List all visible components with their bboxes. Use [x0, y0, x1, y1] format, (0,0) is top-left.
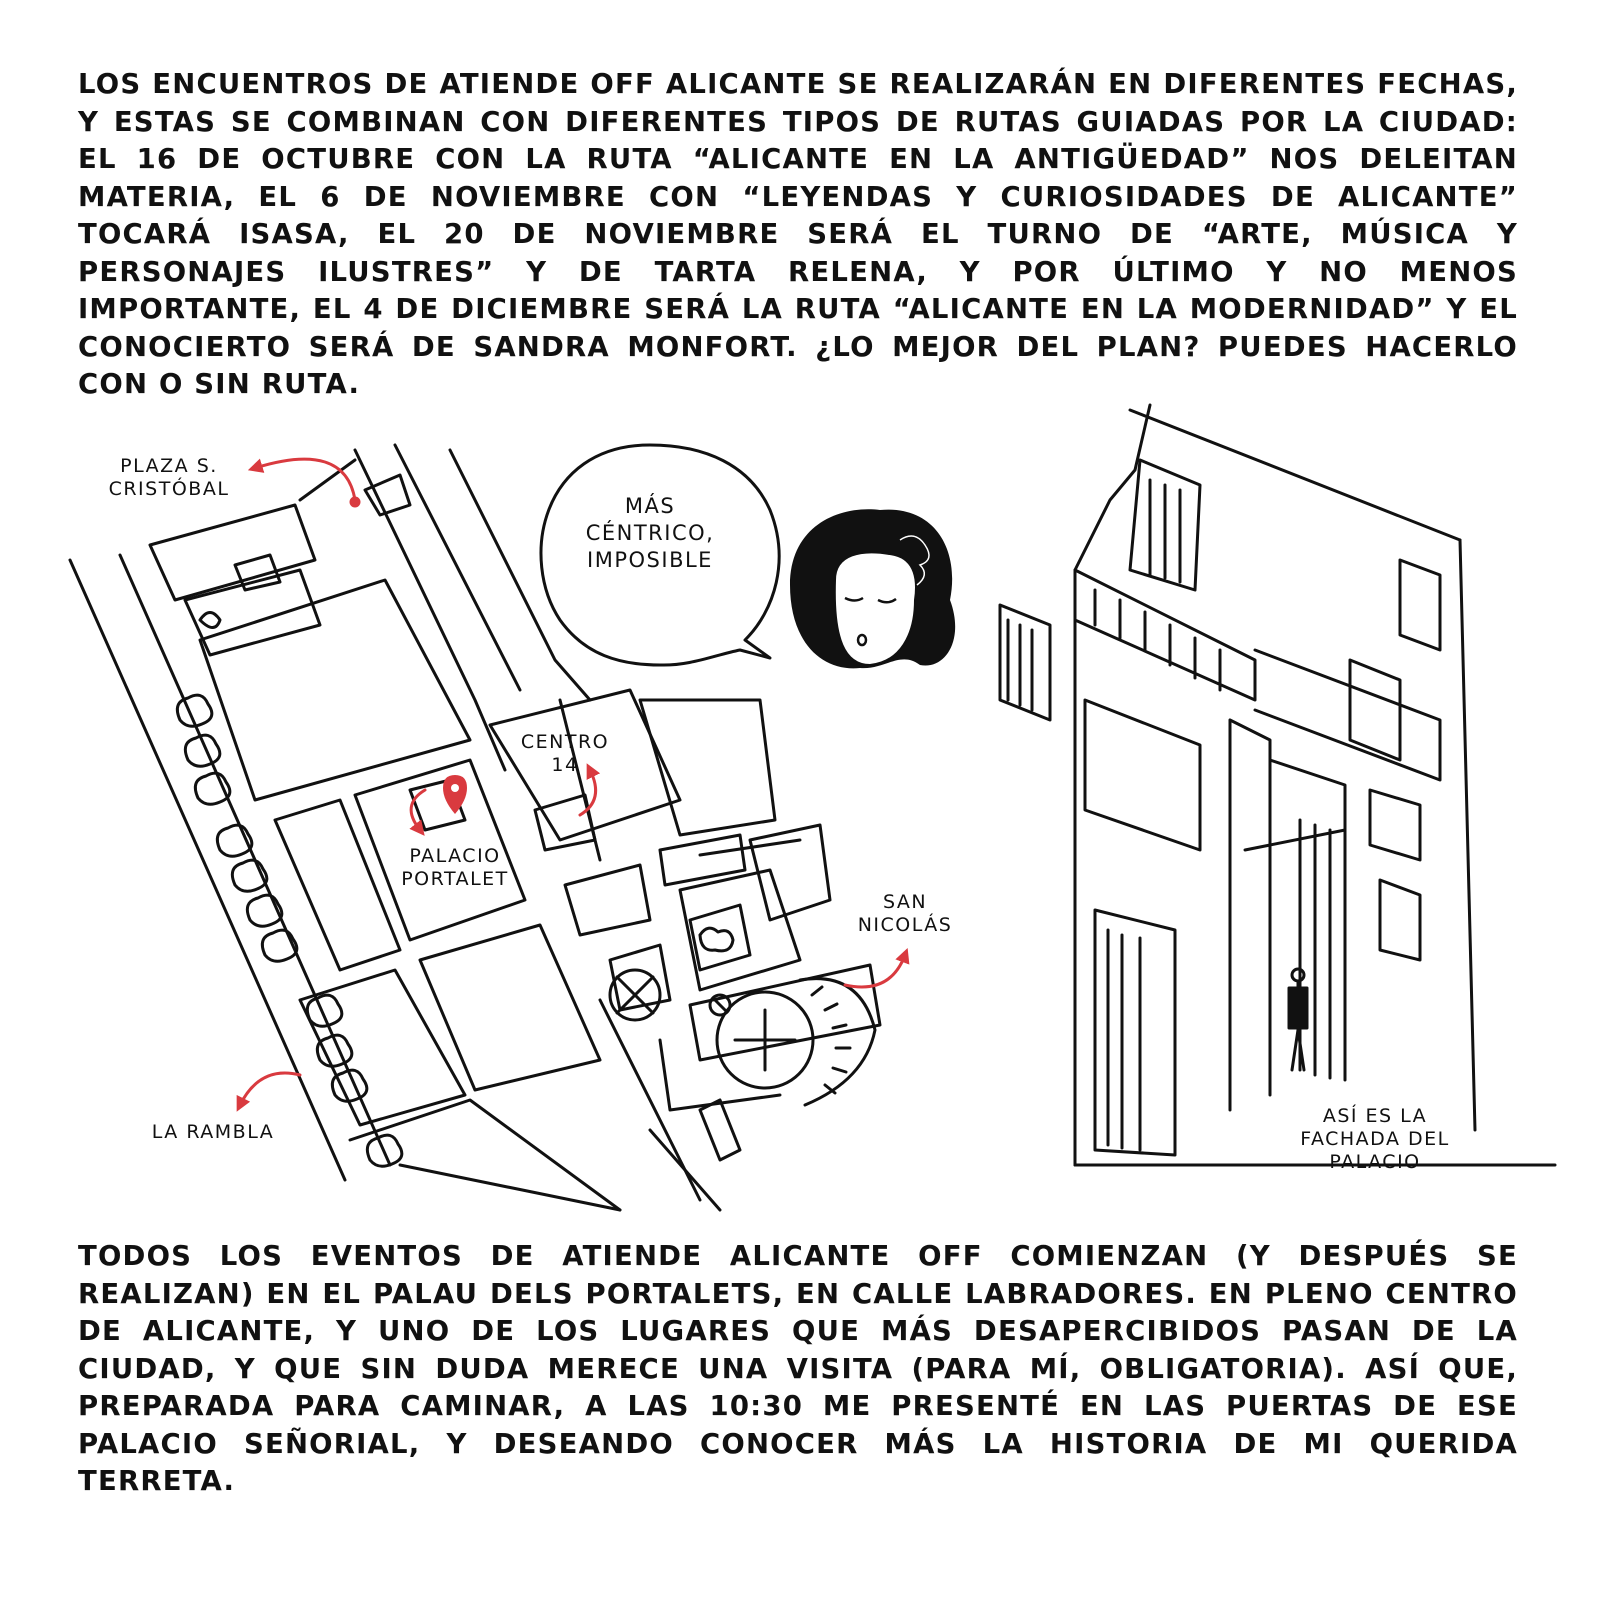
map-label-plaza-san-cristobal: PLAZA S. CRISTÓBAL: [108, 455, 230, 500]
location-pin-icon: [443, 775, 467, 814]
facade-caption: ASÍ ES LA FACHADA DEL PALACIO: [1300, 1105, 1450, 1173]
closing-paragraph: TODOS LOS EVENTOS DE ATIENDE ALICANTE OFF COMIENZAN (Y DESPUÉS SE REALIZAN) EN EL PALAU DELS PORTALETS, EN CALLE LABRADORES. EN PLENO CENTRO DE ALICANTE, Y UNO DE LOS LUGARES QUE MÁS DESAPERCIBIDOS PASAN DE LA CIUDAD, Y QUE SIN DUDA MERECE UNA VISITA (PARA MÍ, OBLIGATORIA). ASÍ QUE, PREPARADA PARA CAMINAR, A LAS 10:30 ME PRESENTÉ EN LAS PUERTAS DE ESE PALACIO SEÑORIAL, Y DESEANDO CONOCER MÁS LA HISTORIA DE MI QUERIDA TERRETA.: [78, 1240, 1518, 1497]
character-portrait: [790, 509, 955, 668]
palace-facade-drawing: [1000, 405, 1555, 1165]
map-label-palacio-portalet: PALACIO PORTALET: [401, 845, 509, 890]
map-label-centro-14: CENTRO 14: [520, 731, 610, 776]
speech-bubble-text: MÁS CÉNTRICO, IMPOSIBLE: [585, 494, 715, 572]
intro-paragraph: LOS ENCUENTROS DE ATIENDE OFF ALICANTE SE REALIZARÁN EN DIFERENTES FECHAS, Y ESTAS SE COMBINAN CON DIFERENTES TIPOS DE RUTAS GUIADAS POR LA CIUDAD: EL 16 DE OCTUBRE CON LA RUTA “ALICANTE EN LA ANTIGÜEDAD” NOS DELEITAN MATERIA, EL 6 DE NOVIEMBRE CON “LEYENDAS Y CURIOSIDADES DE ALICANTE” TOCARÁ ISASA, EL 20 DE NOVIEMBRE SERÁ EL TURNO DE “ARTE, MÚSICA Y PERSONAJES ILUSTRES” Y DE TARTA RELENA, Y POR ÚLTIMO Y NO MENOS IMPORTANTE, EL 4 DE DICIEMBRE SERÁ LA RUTA “ALICANTE EN LA MODERNIDAD” Y EL CONOCIERTO SERÁ DE SANDRA MONFORT. ¿LO MEJOR DEL PLAN? PUEDES HACERLO CON O SIN RUTA.: [78, 68, 1518, 400]
map-label-la-rambla: LA RAMBLA: [151, 1121, 275, 1143]
map-label-san-nicolas: SAN NICOLÁS: [857, 891, 953, 936]
